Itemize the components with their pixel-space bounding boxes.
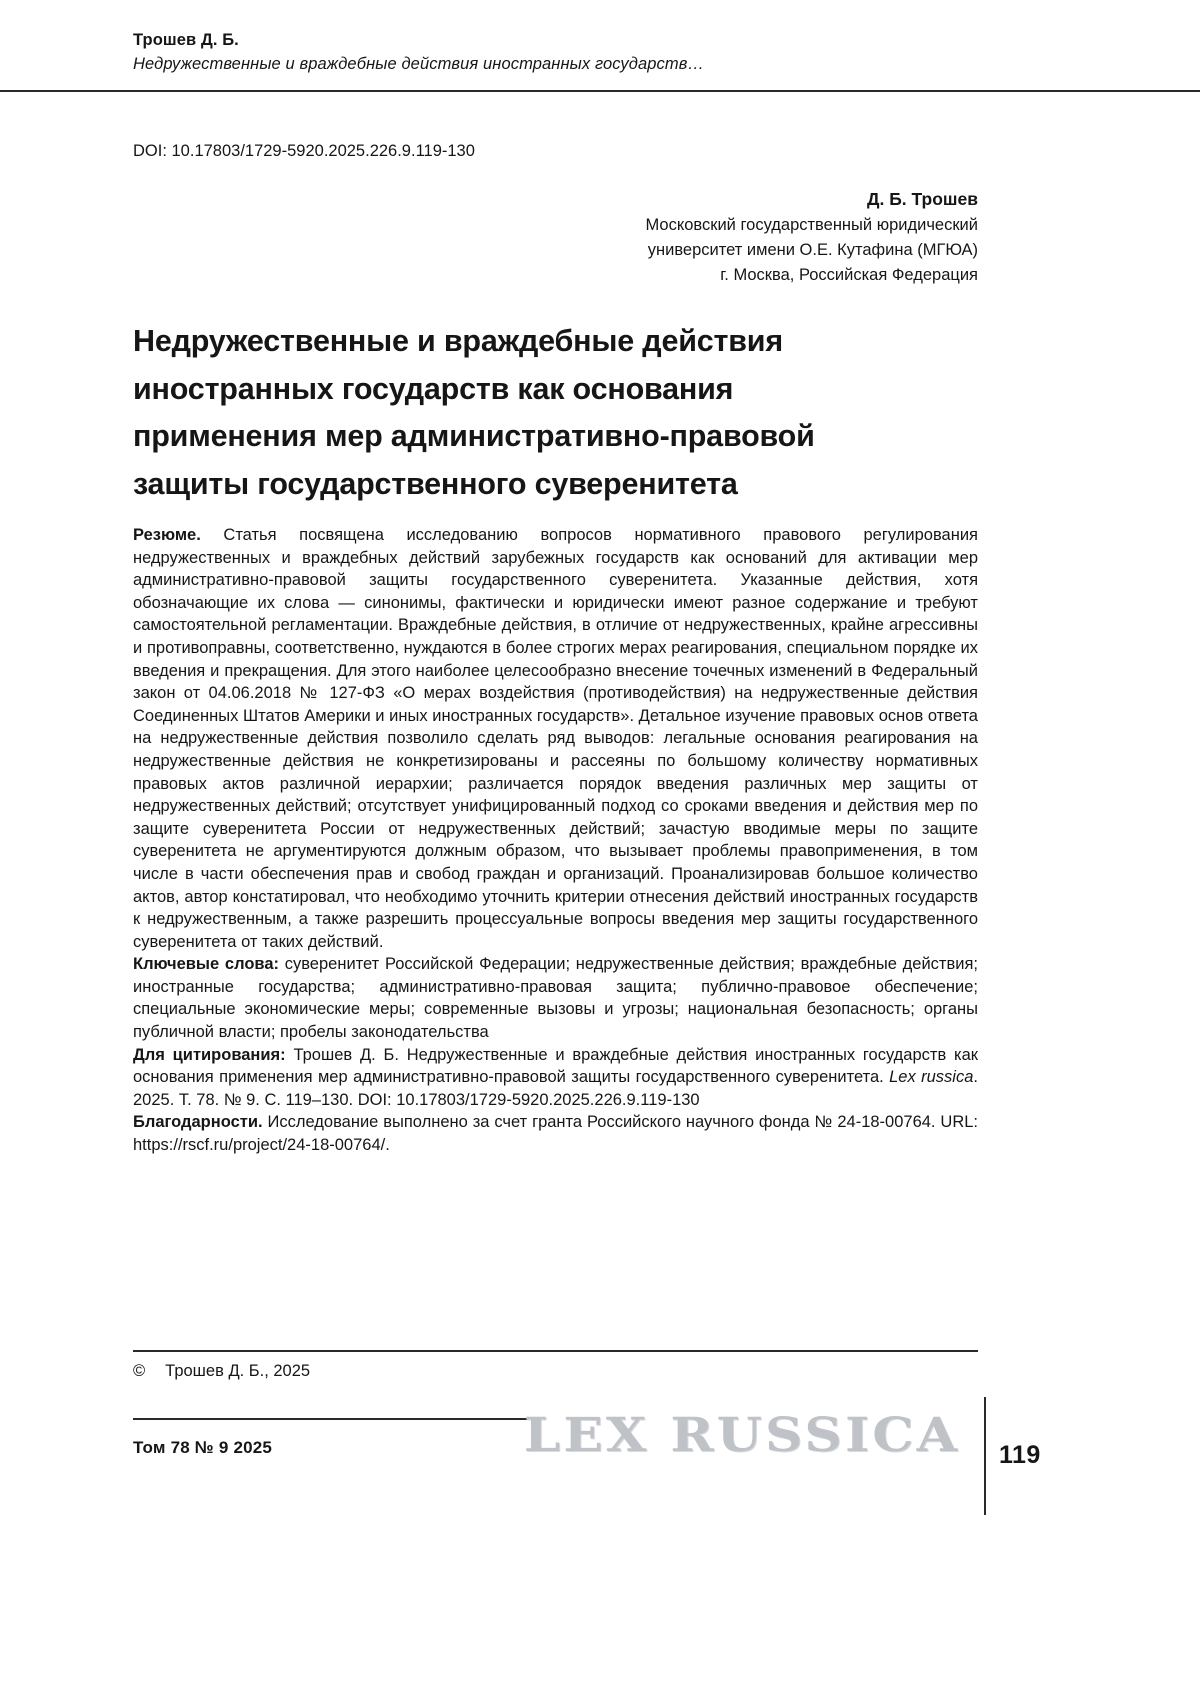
page-number: 119 [999, 1441, 1041, 1469]
abstract-text: Статья посвящена исследованию вопросов нормативного правового регулирования недружественных и враждебных действий зарубежных государств как оснований для активации мер административно-правовой защиты государственного суверенитета. Указанные действия, хотя обозначающие их слова — синонимы, фактически и юридически имеют разное содержание и требуют самостоятельной регламентации. Враждебные действия, в отличие от недружественных, крайне агрессивны и противоправны, соответственно, нуждаются в более строгих мерах реагирования, специальном порядке их введения и прекращения. Для этого наиболее целесообразно внесение точечных изменений в Федеральный закон от 04.06.2018 № 127-ФЗ «О мерах воздействия (противодействия) на недружественные действия Соединенных Штатов Америки и иных иностранных государств». Детальное изучение правовых основ ответа на недружественные действия позволило сделать ряд выводов: легальные основания реагирования на недружественные действия не конкретизированы и рассеяны по большому количеству нормативных правовых актов различной иерархии; различается порядок введения различных мер защиты от недружественных действий; отсутствует унифицированный подход со сроками введения и действия мер по защите суверенитета России от недружественных действий; зачастую вводимые меры по защите суверенитета не аргументируются должным образом, что вызывает проблемы правоприменения, в том числе в части обеспечения прав и свобод граждан и организаций. Проанализировав большое количество актов, автор констатировал, что необходимо уточнить критерии отнесения действий иностранных государств к недружественным, а также разрешить процессуальные вопросы введения мер защиты государственного суверенитета от таких действий. [133, 526, 978, 951]
abstract-paragraph [133, 524, 978, 953]
citation-paragraph [133, 1044, 978, 1112]
running-head [133, 28, 978, 76]
running-head-author: Трошев Д. Б. [133, 31, 239, 49]
citation-text: Трошев Д. Б. Недружественные и враждебные действия иностранных государств как основания применения мер административно-правовой защиты государственного суверенитета. [133, 1045, 979, 1087]
article-front-matter [133, 524, 978, 1157]
affiliation-line: университет имени О.Е. Кутафина (МГЮА) [647, 241, 978, 259]
copyright-line [133, 1359, 310, 1383]
copyright-rule [133, 1350, 978, 1352]
footer-rule [133, 1418, 533, 1420]
keywords-label: Ключевые слова: [133, 955, 280, 974]
citation-journal-name: Lex russica [889, 1068, 974, 1087]
journal-logo: LEX RUSSICA [523, 1408, 960, 1463]
article-title-line: иностранных государств как основания [133, 371, 734, 406]
article-content [133, 140, 978, 1157]
article-title [133, 318, 978, 508]
article-title-line: применения мер административно-правовой [133, 419, 815, 453]
acknowledgments-paragraph [133, 1111, 978, 1156]
author-block [133, 186, 978, 288]
affiliation-line: г. Москва, Российская Федерация [720, 266, 978, 284]
running-head-title: Недружественные и враждебные действия иностранных государств… [133, 55, 705, 73]
acknowledgments-label: Благодарности. [133, 1113, 263, 1132]
copyright-symbol: © [133, 1362, 146, 1380]
footer-volume-label: Том 78 № 9 2025 [133, 1438, 273, 1457]
header-rule [0, 90, 1200, 92]
author-name: Д. Б. Трошев [867, 189, 978, 209]
article-title-line: защиты государственного суверенитета [133, 466, 738, 501]
page-number-divider [984, 1397, 986, 1515]
article-title-line: Недружественные и враждебные действия [133, 324, 783, 358]
keywords-paragraph [133, 953, 978, 1043]
citation-text-after: . 2025. Т. 78. № 9. С. 119–130. DOI: 10.17803/1729-5920.2025.226.9.119-130 [133, 1068, 978, 1109]
copyright-text: Трошев Д. Б., 2025 [165, 1362, 311, 1380]
keywords-text: суверенитет Российской Федерации; недружественные действия; враждебные действия; иностранные государства; административно-правовая защита; публично-правовое обеспечение; специальные экономические меры; современные вызовы и угрозы; национальная безопасность; органы публичной власти; пробелы законодательства [133, 955, 978, 1042]
affiliation-line: Московский государственный юридический [645, 216, 978, 234]
acknowledgments-text: Исследование выполнено за счет гранта Российского научного фонда № 24-18-00764. URL: https://rscf.ru/project/24-18-00764/. [133, 1113, 978, 1155]
abstract-label: Резюме. [133, 526, 201, 544]
doi-line: DOI: 10.17803/1729-5920.2025.226.9.119-130 [133, 142, 475, 160]
citation-label: Для цитирования: [133, 1045, 286, 1064]
